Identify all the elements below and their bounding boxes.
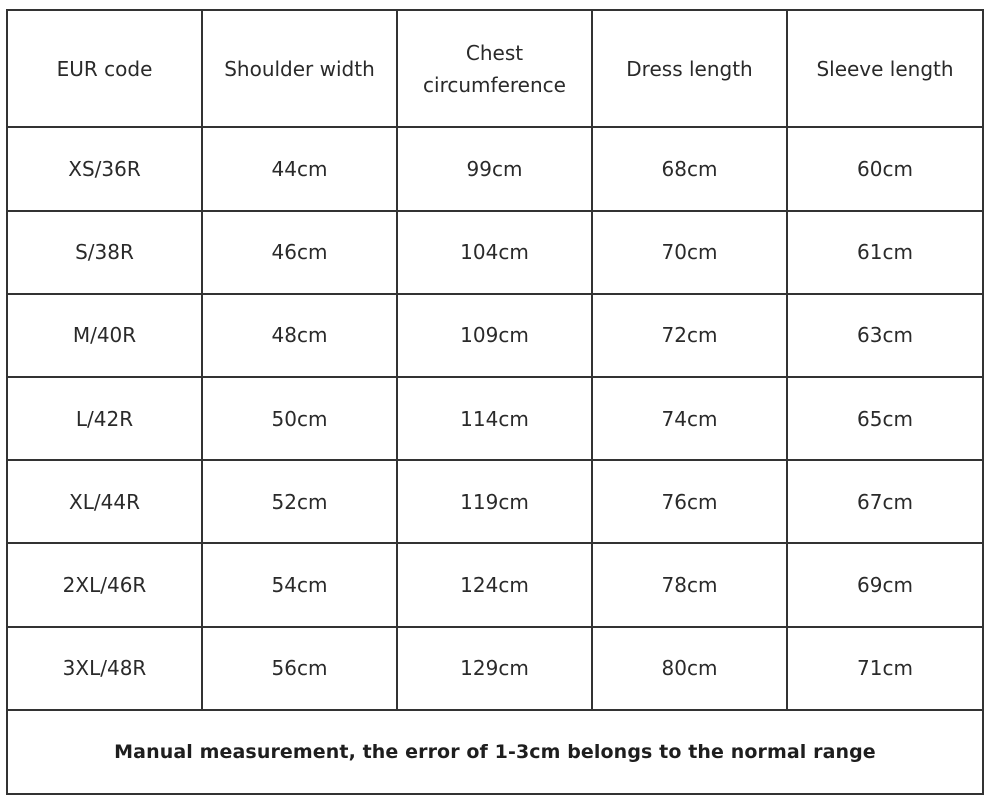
measurement-note: Manual measurement, the error of 1-3cm belongs to the normal range — [7, 710, 983, 794]
table-row — [7, 460, 983, 543]
table-row — [7, 294, 983, 377]
cell-eur-code: XS/36R — [7, 127, 202, 210]
cell-chest-circumference: 129cm — [397, 627, 592, 710]
table-header-row — [7, 10, 983, 127]
header-chest-circumference-text: Chest circumference — [423, 40, 566, 97]
cell-shoulder-width: 50cm — [202, 377, 397, 460]
header-eur-code: EUR code — [7, 10, 202, 127]
cell-sleeve-length: 67cm — [787, 460, 983, 543]
cell-dress-length: 76cm — [592, 460, 787, 543]
cell-sleeve-length: 65cm — [787, 377, 983, 460]
table-row — [7, 127, 983, 210]
cell-chest-circumference: 109cm — [397, 294, 592, 377]
cell-eur-code: L/42R — [7, 377, 202, 460]
cell-shoulder-width: 48cm — [202, 294, 397, 377]
cell-chest-circumference: 119cm — [397, 460, 592, 543]
table-row — [7, 377, 983, 460]
cell-eur-code: XL/44R — [7, 460, 202, 543]
cell-sleeve-length: 60cm — [787, 127, 983, 210]
cell-dress-length: 80cm — [592, 627, 787, 710]
cell-shoulder-width: 44cm — [202, 127, 397, 210]
cell-dress-length: 74cm — [592, 377, 787, 460]
cell-dress-length: 68cm — [592, 127, 787, 210]
cell-sleeve-length: 69cm — [787, 543, 983, 626]
cell-dress-length: 70cm — [592, 211, 787, 294]
cell-shoulder-width: 56cm — [202, 627, 397, 710]
cell-eur-code: 2XL/46R — [7, 543, 202, 626]
cell-eur-code: M/40R — [7, 294, 202, 377]
cell-chest-circumference: 114cm — [397, 377, 592, 460]
cell-shoulder-width: 52cm — [202, 460, 397, 543]
table-row — [7, 211, 983, 294]
cell-chest-circumference: 104cm — [397, 211, 592, 294]
cell-sleeve-length: 63cm — [787, 294, 983, 377]
table-row — [7, 627, 983, 710]
header-shoulder-width: Shoulder width — [202, 10, 397, 127]
cell-eur-code: S/38R — [7, 211, 202, 294]
cell-shoulder-width: 46cm — [202, 211, 397, 294]
header-chest-circumference — [397, 10, 592, 127]
cell-chest-circumference: 99cm — [397, 127, 592, 210]
cell-eur-code: 3XL/48R — [7, 627, 202, 710]
header-sleeve-length: Sleeve length — [787, 10, 983, 127]
cell-sleeve-length: 71cm — [787, 627, 983, 710]
table-footer-row — [7, 710, 983, 794]
cell-dress-length: 78cm — [592, 543, 787, 626]
size-chart-table — [6, 9, 984, 795]
table-row — [7, 543, 983, 626]
cell-shoulder-width: 54cm — [202, 543, 397, 626]
cell-chest-circumference: 124cm — [397, 543, 592, 626]
header-dress-length: Dress length — [592, 10, 787, 127]
cell-sleeve-length: 61cm — [787, 211, 983, 294]
cell-dress-length: 72cm — [592, 294, 787, 377]
